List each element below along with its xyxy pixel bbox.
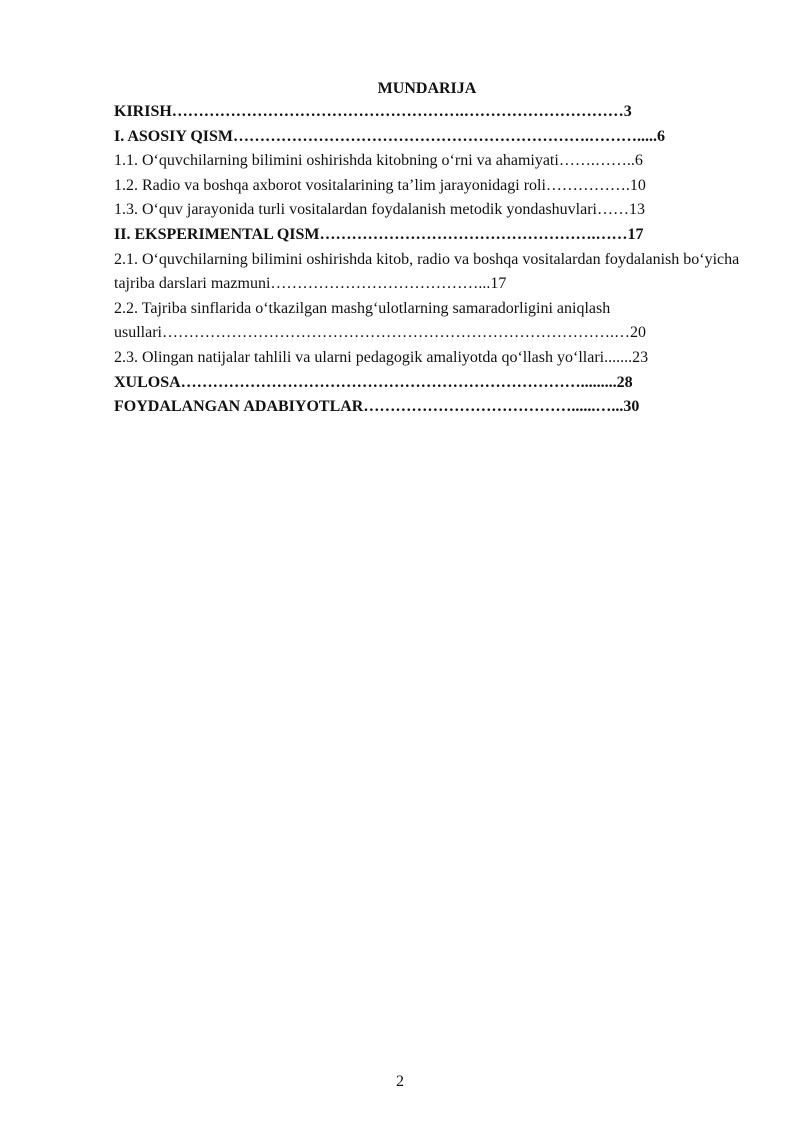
toc-entry-adabiyotlar: FOYDALANGAN ADABIYOTLAR…………………………………......…...30 (114, 398, 640, 416)
toc-entry-asosiy-qism: I. ASOSIY QISM………………………………………………………….……….....6 (114, 127, 665, 145)
toc-entry-xulosa: XULOSA………………………………………………………………….........28 (114, 373, 633, 391)
toc-entry-kirish: KIRISH……………………………………………….…………………………3 (114, 103, 632, 120)
toc-entry-1-1: 1.1. O‘quvchilarning bilimini oshirishda kitobning o‘rni va ahamiyati…….……..6 (114, 152, 643, 170)
toc-entry-2-1: 2.1. O‘quvchilarning bilimini oshirishda kitob, radio va boshqa vositalardan foydalanish bo‘yicha tajriba darslari mazmuni…………………………………...17 (114, 250, 740, 293)
toc-entry-2-3: 2.3. Olingan natijalar tahlili va ularni pedagogik amaliyotda qo‘llash yo‘llari.......23 (114, 348, 649, 366)
toc-title: MUNDARIJA (377, 80, 477, 97)
toc-entry-1-2: 1.2. Radio va boshqa axborot vositalarining ta’lim jarayonidagi roli…………….10 (114, 176, 646, 194)
toc-entry-2-2: 2.2. Tajriba sinflarida o‘tkazilgan mashg‘ulotlarning samaradorligini aniqlash usullari………………………………………………………………………….…20 (114, 299, 646, 342)
page-number: 2 (396, 1073, 404, 1090)
toc-entry-1-3: 1.3. O‘quv jarayonida turli vositalardan foydalanish metodik yondashuvlari……13 (114, 201, 645, 219)
table-of-contents (114, 78, 740, 420)
toc-entry-eksperimental-qism: II. EKSPERIMENTAL QISM…………………………………………….……17 (114, 225, 644, 243)
toc-entries (114, 100, 740, 420)
